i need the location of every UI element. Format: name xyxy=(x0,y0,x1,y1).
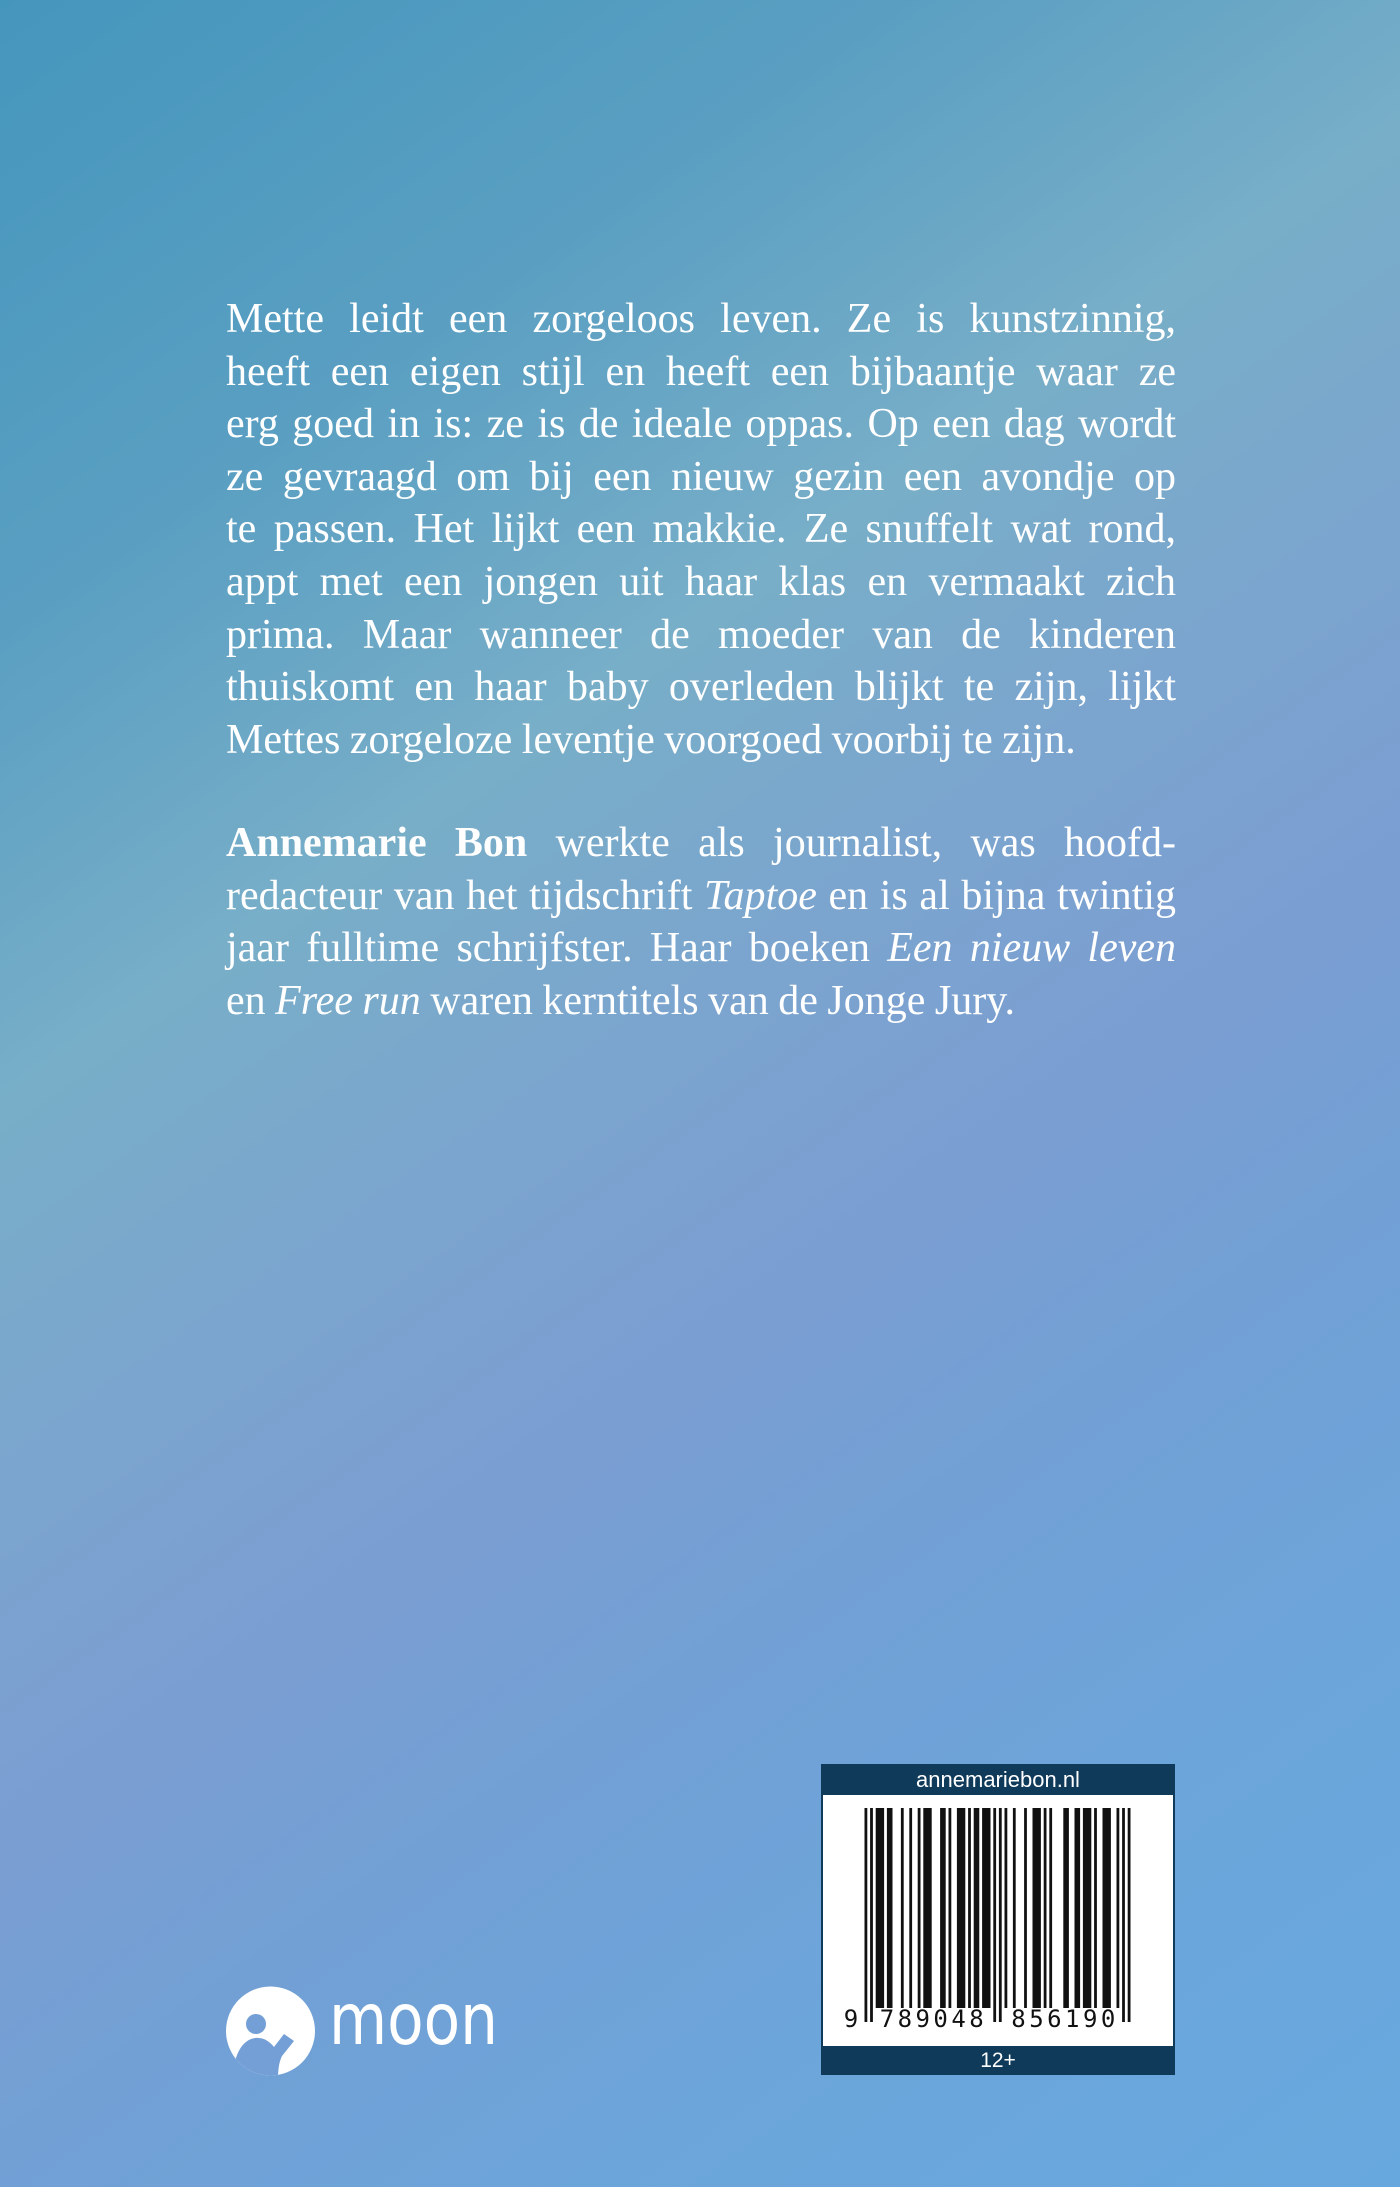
barcode-area xyxy=(823,1795,1173,2046)
barcode-bar xyxy=(909,1808,912,2008)
ean-barcode xyxy=(823,1795,1173,2046)
synopsis-line: thuiskomt en haar baby overleden blijkt te zijn, lijkt xyxy=(226,664,1176,711)
barcode-bar xyxy=(1063,1808,1069,2008)
barcode-bars xyxy=(865,1808,1131,2022)
book-title: Een nieuw leven xyxy=(887,925,1176,972)
barcode-label xyxy=(821,1764,1175,2075)
moon-reader-logo-icon xyxy=(226,1987,315,2081)
author-bio-line xyxy=(226,975,1176,1028)
book-title: Free run xyxy=(275,977,421,1024)
barcode-guard-bar xyxy=(999,1808,1002,2022)
publisher-name: moon xyxy=(329,1978,498,2061)
author-name: Annemarie Bon xyxy=(226,820,528,866)
barcode-bar xyxy=(1103,1808,1111,2008)
author-bio-line xyxy=(226,870,1176,923)
author-bio-line xyxy=(226,817,1176,870)
barcode-bar xyxy=(1049,1808,1052,2008)
barcode-bar xyxy=(1044,1808,1047,2008)
barcode-guard-bar xyxy=(1128,1808,1131,2022)
barcode-bar xyxy=(901,1808,904,2008)
synopsis-line: erg goed in is: ze is de ideale oppas. Op een dag wordt xyxy=(226,401,1176,448)
ean-first-digit: 9 xyxy=(843,2005,859,2033)
synopsis-line: prima. Maar wanneer de moeder van de kinderen xyxy=(226,611,1176,658)
barcode-bar xyxy=(923,1808,931,2008)
barcode-guard-bar xyxy=(1122,1808,1125,2022)
synopsis-line: Mette leidt een zorgeloos leven. Ze is kunstzinnig, xyxy=(226,296,1176,342)
ean-left-digits: 789048 xyxy=(879,2005,984,2033)
synopsis-line: te passen. Het lijkt een makkie. Ze snuffelt wat rond, xyxy=(226,506,1176,553)
synopsis-line: appt met een jongen uit haar klas en vermaakt zich xyxy=(226,558,1176,605)
author-bio-paragraph xyxy=(226,817,1176,1027)
barcode-bar xyxy=(1117,1808,1120,2008)
bio-text: en is al bijna twintig xyxy=(816,872,1177,919)
barcode-bar xyxy=(887,1808,893,2008)
synopsis-line: ze gevraagd om bij een nieuw gezin een avondje op xyxy=(226,453,1176,500)
ean-right-digits: 856190 xyxy=(1011,2005,1116,2033)
synopsis-line: Mettes zorgeloze leventje voorgoed voorbij te zijn. xyxy=(226,716,1076,763)
barcode-guard-bar xyxy=(865,1808,868,2022)
barcode-bar xyxy=(1083,1808,1091,2008)
barcode-bar xyxy=(1094,1808,1097,2008)
bio-text: en xyxy=(226,977,276,1024)
barcode-bar xyxy=(968,1808,971,2008)
bio-text: jaar fulltime schrijfster. Haar boeken xyxy=(226,925,888,972)
author-website: annemariebon.nl xyxy=(916,1767,1080,1792)
barcode-bar xyxy=(1005,1808,1008,2008)
bio-text: waren kerntitels van de Jonge Jury. xyxy=(420,977,1015,1024)
bio-text: redacteur van het tijdschrift xyxy=(226,872,705,919)
barcode-bar xyxy=(1024,1808,1027,2008)
barcode-bar xyxy=(940,1808,946,2008)
barcode-bar xyxy=(1013,1808,1016,2008)
barcode-bar xyxy=(982,1808,990,2008)
synopsis-paragraph xyxy=(226,293,1176,766)
barcode-bar xyxy=(1075,1808,1081,2008)
bio-text: werkte als journalist, was hoofd- xyxy=(527,820,1176,866)
magazine-title: Taptoe xyxy=(704,872,817,919)
barcode-bar xyxy=(918,1808,921,2008)
barcode-guard-bar xyxy=(870,1808,873,2022)
barcode-bar xyxy=(876,1808,884,2008)
barcode-guard-bar xyxy=(993,1808,996,2022)
barcode-bar xyxy=(1033,1808,1041,2008)
reader-head-shape xyxy=(246,2014,266,2034)
synopsis-line: heeft een eigen stijl en heeft een bijbaantje waar ze xyxy=(226,348,1176,395)
publisher-logo xyxy=(224,1978,504,2080)
barcode-bar xyxy=(949,1808,952,2008)
barcode-bar xyxy=(957,1808,965,2008)
barcode-bar xyxy=(974,1808,980,2008)
author-bio-line xyxy=(226,922,1176,975)
age-rating: 12+ xyxy=(980,2049,1016,2072)
